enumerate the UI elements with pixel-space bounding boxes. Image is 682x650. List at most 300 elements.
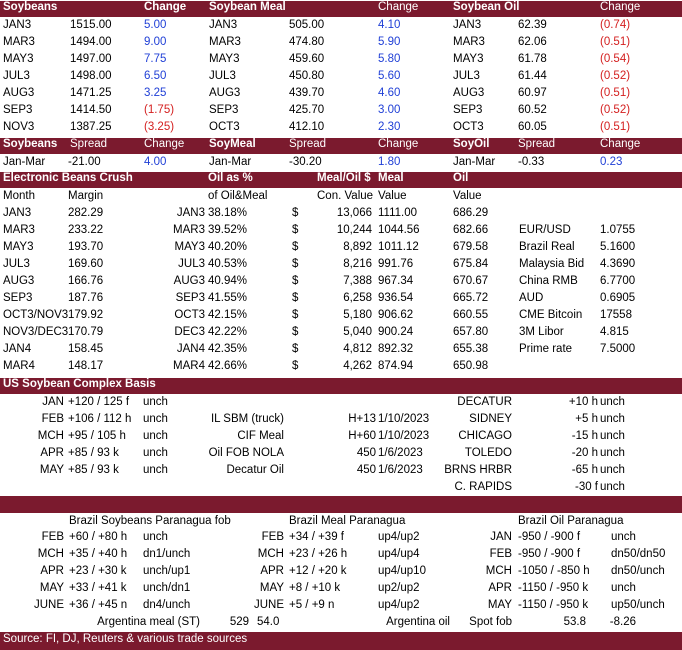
soyoil-month: JAN3 bbox=[453, 19, 482, 31]
crush-month-2: MAY3 bbox=[174, 241, 205, 253]
brazil-oil-value: -950 / -900 f bbox=[518, 531, 581, 543]
crush-month: NOV3/DEC3 bbox=[3, 326, 69, 338]
spread-soyoil-header: SoyOil bbox=[453, 138, 490, 150]
brazil-oil-value: -950 / -900 f bbox=[518, 548, 581, 560]
crush-conversion-value: 8,892 bbox=[343, 241, 372, 253]
basis-location-value: +5 h bbox=[575, 413, 598, 425]
argentina-spot-v1: 53.8 bbox=[563, 616, 586, 628]
crush-dollar-sign: $ bbox=[292, 241, 299, 253]
soymeal-header: Soybean Meal bbox=[209, 1, 286, 13]
brazil-row bbox=[0, 598, 682, 615]
spread-so-month: Jan-Mar bbox=[453, 156, 496, 168]
crush-oil-value: 665.72 bbox=[453, 292, 489, 304]
spread-header-bar bbox=[0, 138, 682, 154]
soyoil-price: 60.52 bbox=[518, 104, 547, 116]
basis-value: +85 / 93 k bbox=[68, 447, 119, 459]
fx-value: 4.815 bbox=[600, 326, 629, 338]
basis-row bbox=[0, 395, 682, 412]
soyoil-month: OCT3 bbox=[453, 121, 484, 133]
brazil-soy-value: +60 / +80 h bbox=[69, 531, 128, 543]
soybean-change: 6.50 bbox=[144, 70, 167, 82]
spread-sb-value: -21.00 bbox=[68, 156, 101, 168]
crush-row bbox=[0, 257, 682, 274]
brazil-meal-change: up2/up2 bbox=[378, 582, 420, 594]
crush-month-2: AUG3 bbox=[173, 275, 205, 287]
crush-meal-value: 1011.12 bbox=[378, 241, 419, 253]
brazil-meal-month: FEB bbox=[261, 531, 284, 543]
basis-change: unch bbox=[143, 396, 168, 408]
argentina-spot-v2: -8.26 bbox=[609, 616, 636, 628]
argentina-oil-label: Argentina oil bbox=[386, 616, 450, 628]
brazil-meal-change: up4/up2 bbox=[378, 599, 420, 611]
fx-label: 3M Libor bbox=[519, 326, 564, 338]
crush-conversion-value: 10,244 bbox=[336, 224, 372, 236]
basis-product-date: 1/10/2023 bbox=[378, 413, 430, 425]
soymeal-month: OCT3 bbox=[209, 121, 240, 133]
crush-conversion-value: 6,258 bbox=[343, 292, 372, 304]
fx-label: Malaysia Bid bbox=[519, 258, 585, 270]
basis-location-value: -15 h bbox=[571, 430, 598, 442]
spread-sm-month: Jan-Mar bbox=[209, 156, 252, 168]
crush-month: MAR4 bbox=[3, 360, 35, 372]
argentina-spot-label: Spot fob bbox=[469, 616, 512, 628]
brazil-soy-value: +33 / +41 k bbox=[69, 582, 127, 594]
crush-month: JAN3 bbox=[3, 207, 32, 219]
spread-soyoil-spread-header: Spread bbox=[518, 138, 556, 150]
basis-location: BRNS HRBR bbox=[444, 464, 512, 476]
fx-label: Brazil Real bbox=[519, 241, 575, 253]
soyoil-price: 60.97 bbox=[518, 87, 547, 99]
basis-location-change: unch bbox=[600, 481, 625, 493]
soyoil-change: (0.54) bbox=[600, 53, 631, 65]
crush-header-bar bbox=[0, 172, 682, 188]
soyoil-month: SEP3 bbox=[453, 104, 483, 116]
brazil-meal-change: up4/up4 bbox=[378, 548, 420, 560]
brazil-row bbox=[0, 564, 682, 581]
soymeal-price: 474.80 bbox=[289, 36, 325, 48]
fx-label: Prime rate bbox=[519, 343, 573, 355]
soymeal-price: 439.70 bbox=[289, 87, 325, 99]
brazil-oil-change: unch bbox=[611, 531, 636, 543]
crush-month-label: Month bbox=[3, 190, 35, 202]
soyoil-change: (0.51) bbox=[600, 87, 631, 99]
basis-value: +106 / 112 h bbox=[68, 413, 132, 425]
fx-label: EUR/USD bbox=[519, 224, 571, 236]
basis-row bbox=[0, 446, 682, 463]
soymeal-change: 4.60 bbox=[378, 87, 401, 99]
brazil-soy-value: +35 / +40 h bbox=[69, 548, 128, 560]
crush-row bbox=[0, 291, 682, 308]
soyoil-change: (0.52) bbox=[600, 70, 631, 82]
crush-oil-pct-header: Oil as % bbox=[208, 172, 253, 184]
basis-product: Oil FOB NOLA bbox=[208, 447, 284, 459]
soybean-change: (3.25) bbox=[144, 121, 175, 133]
soybean-month: AUG3 bbox=[3, 87, 35, 99]
crush-oil-pct: 41.55% bbox=[208, 292, 248, 304]
brazil-meal-change: up4/up2 bbox=[378, 531, 420, 543]
spread-soybeans-change-header: Change bbox=[144, 138, 185, 150]
soybean-price: 1414.50 bbox=[70, 104, 112, 116]
spread-soymeal-change-header: Change bbox=[378, 138, 419, 150]
crush-conversion-value: 7,388 bbox=[343, 275, 372, 287]
soymeal-change-header: Change bbox=[378, 1, 419, 13]
crush-meal-value: 1044.56 bbox=[378, 224, 420, 236]
spread-soyoil-change-header: Change bbox=[600, 138, 641, 150]
crush-row bbox=[0, 325, 682, 342]
soymeal-change: 4.10 bbox=[378, 19, 401, 31]
crush-dollar-sign: $ bbox=[292, 224, 299, 236]
soybean-price: 1497.00 bbox=[70, 53, 112, 65]
crush-oil-pct: 42.35% bbox=[208, 343, 248, 355]
crush-meal-value: 991.76 bbox=[378, 258, 414, 270]
crush-oil-pct: 42.22% bbox=[208, 326, 248, 338]
basis-location-change: unch bbox=[600, 413, 625, 425]
basis-month: MCH bbox=[37, 430, 64, 442]
crush-dollar-sign: $ bbox=[292, 207, 299, 219]
spread-soymeal-header: SoyMeal bbox=[209, 138, 256, 150]
basis-month: APR bbox=[40, 447, 64, 459]
soyoil-change: (0.51) bbox=[600, 121, 631, 133]
fx-value: 5.1600 bbox=[600, 241, 636, 253]
basis-month: MAY bbox=[39, 464, 64, 476]
basis-product: Decatur Oil bbox=[226, 464, 284, 476]
crush-month: OCT3/NOV3 bbox=[3, 309, 69, 321]
soymeal-change: 5.80 bbox=[378, 53, 401, 65]
source-text: Source: FI, DJ, Reuters & various trade sources bbox=[3, 633, 248, 645]
futures-row bbox=[0, 52, 682, 69]
soybean-price: 1494.00 bbox=[70, 36, 112, 48]
basis-value: +120 / 125 f bbox=[68, 396, 130, 408]
soyoil-price: 62.06 bbox=[518, 36, 547, 48]
crush-dollar-sign: $ bbox=[292, 360, 299, 372]
crush-conversion-value: 4,812 bbox=[343, 343, 372, 355]
soyoil-price: 61.44 bbox=[518, 70, 547, 82]
brazil-oil-value: -1050 / -850 h bbox=[518, 565, 590, 577]
brazil-oil-value: -1150 / -950 k bbox=[518, 582, 589, 594]
crush-oil-pct: 40.53% bbox=[208, 258, 248, 270]
soybeans-header: Soybeans bbox=[3, 1, 58, 13]
crush-margin: 233.22 bbox=[68, 224, 104, 236]
separator-bar bbox=[0, 496, 682, 513]
spread-soybeans-header: Soybeans bbox=[3, 138, 58, 150]
crush-month-2: JAN4 bbox=[176, 343, 205, 355]
soymeal-price: 450.80 bbox=[289, 70, 325, 82]
brazil-row bbox=[0, 530, 682, 547]
crush-dollar-sign: $ bbox=[292, 343, 299, 355]
basis-value: +95 / 105 h bbox=[68, 430, 126, 442]
brazil-oil-month: MAY bbox=[487, 599, 512, 611]
basis-month: JAN bbox=[42, 396, 64, 408]
basis-product: IL SBM (truck) bbox=[210, 413, 284, 425]
crush-title: Electronic Beans Crush bbox=[3, 172, 133, 184]
crush-subheader bbox=[0, 189, 682, 206]
brazil-soy-change: dn4/unch bbox=[143, 599, 191, 611]
soymeal-month: AUG3 bbox=[209, 87, 241, 99]
crush-conversion-value: 8,216 bbox=[343, 258, 372, 270]
basis-location: TOLEDO bbox=[464, 447, 512, 459]
basis-location-value: +10 h bbox=[568, 396, 598, 408]
crush-meal-value: 1111.00 bbox=[378, 207, 418, 219]
brazil-oil-value: -1150 / -950 k bbox=[518, 599, 589, 611]
basis-header-bar bbox=[0, 378, 682, 394]
crush-conv-label: Con. Value bbox=[317, 190, 374, 202]
soyoil-month: AUG3 bbox=[453, 87, 485, 99]
crush-month-2: OCT3 bbox=[174, 309, 205, 321]
basis-location: CHICAGO bbox=[458, 430, 512, 442]
crush-month-2: JUL3 bbox=[178, 258, 205, 270]
basis-location-value: -30 f bbox=[574, 481, 598, 493]
crush-conversion-value: 5,180 bbox=[343, 309, 372, 321]
spread-so-change: 0.23 bbox=[600, 156, 623, 168]
brazil-soy-title: Brazil Soybeans Paranagua fob bbox=[69, 515, 231, 527]
spread-sm-change: 1.80 bbox=[378, 156, 401, 168]
crush-row bbox=[0, 359, 682, 376]
futures-header-bar bbox=[0, 1, 682, 17]
crush-margin: 158.45 bbox=[68, 343, 104, 355]
basis-row bbox=[0, 429, 682, 446]
basis-product-date: 1/6/2023 bbox=[378, 464, 423, 476]
crush-oil-value: 655.38 bbox=[453, 343, 489, 355]
basis-change: unch bbox=[143, 413, 168, 425]
soyoil-header: Soybean Oil bbox=[453, 1, 520, 13]
crush-oilmeal-label: of Oil&Meal bbox=[208, 190, 268, 202]
fx-value: 4.3690 bbox=[600, 258, 636, 270]
crush-oil-value: 682.66 bbox=[453, 224, 489, 236]
soybean-month: MAY3 bbox=[3, 53, 34, 65]
crush-month: SEP3 bbox=[3, 292, 33, 304]
basis-row bbox=[0, 412, 682, 429]
soybean-change: 5.00 bbox=[144, 19, 167, 31]
crush-meal-value: 906.62 bbox=[378, 309, 414, 321]
soybean-price: 1515.00 bbox=[70, 19, 112, 31]
crush-margin: 282.29 bbox=[68, 207, 104, 219]
soyoil-change: (0.52) bbox=[600, 104, 631, 116]
spread-sb-month: Jan-Mar bbox=[3, 156, 46, 168]
crush-conversion-value: 5,040 bbox=[343, 326, 372, 338]
fx-label: AUD bbox=[519, 292, 544, 304]
crush-oil-value: 657.80 bbox=[453, 326, 489, 338]
soybean-month: JAN3 bbox=[3, 19, 32, 31]
brazil-oil-change: dn50/unch bbox=[611, 565, 665, 577]
soyoil-price: 60.05 bbox=[518, 121, 547, 133]
basis-location: DECATUR bbox=[457, 396, 512, 408]
soymeal-month: SEP3 bbox=[209, 104, 239, 116]
basis-location-change: unch bbox=[600, 464, 625, 476]
soymeal-price: 412.10 bbox=[289, 121, 325, 133]
soyoil-month: JUL3 bbox=[453, 70, 480, 82]
futures-row bbox=[0, 18, 682, 35]
basis-change: unch bbox=[143, 464, 168, 476]
basis-product: CIF Meal bbox=[237, 430, 284, 442]
brazil-meal-month: JUNE bbox=[253, 599, 284, 611]
crush-month-2: SEP3 bbox=[175, 292, 205, 304]
crush-margin: 169.60 bbox=[68, 258, 104, 270]
basis-location-change: unch bbox=[600, 396, 625, 408]
basis-product-value: H+13 bbox=[348, 413, 376, 425]
crush-row bbox=[0, 342, 682, 359]
brazil-meal-month: MAY bbox=[259, 582, 284, 594]
basis-product-date: 1/10/2023 bbox=[378, 430, 430, 442]
soymeal-price: 505.00 bbox=[289, 19, 325, 31]
basis-row bbox=[0, 480, 682, 497]
basis-location-change: unch bbox=[600, 430, 625, 442]
crush-row bbox=[0, 274, 682, 291]
crush-oil-pct: 40.20% bbox=[208, 241, 248, 253]
crush-meal-value: 892.32 bbox=[378, 343, 414, 355]
brazil-soy-value: +23 / +30 k bbox=[69, 565, 127, 577]
crush-oil-pct: 39.52% bbox=[208, 224, 248, 236]
soybeans-change-header: Change bbox=[144, 1, 187, 13]
soybean-price: 1498.00 bbox=[70, 70, 112, 82]
futures-row bbox=[0, 86, 682, 103]
crush-month-2: MAR4 bbox=[173, 360, 205, 372]
basis-product-date: 1/6/2023 bbox=[378, 447, 423, 459]
brazil-meal-value: +8 / +10 k bbox=[289, 582, 341, 594]
basis-location: C. RAPIDS bbox=[454, 481, 512, 493]
crush-oil-value: 686.29 bbox=[453, 207, 489, 219]
fx-value: 7.5000 bbox=[600, 343, 636, 355]
fx-value: 17558 bbox=[600, 309, 632, 321]
crush-meal-value: 967.34 bbox=[378, 275, 414, 287]
crush-month: MAY3 bbox=[3, 241, 34, 253]
crush-margin: 179.92 bbox=[68, 309, 104, 321]
basis-title: US Soybean Complex Basis bbox=[3, 378, 156, 390]
brazil-soy-month: APR bbox=[40, 565, 64, 577]
brazil-soy-month: MAY bbox=[39, 582, 64, 594]
crush-margin: 166.76 bbox=[68, 275, 104, 287]
soyoil-month: MAR3 bbox=[453, 36, 485, 48]
crush-dollar-sign: $ bbox=[292, 309, 299, 321]
brazil-meal-value: +12 / +20 k bbox=[289, 565, 347, 577]
brazil-meal-month: APR bbox=[260, 565, 284, 577]
crush-month: JAN4 bbox=[3, 343, 32, 355]
spread-soybeans-spread-header: Spread bbox=[70, 138, 108, 150]
brazil-soy-change: dn1/unch bbox=[143, 548, 191, 560]
crush-margin: 170.79 bbox=[68, 326, 104, 338]
brazil-oil-change: dn50/dn50 bbox=[611, 548, 666, 560]
brazil-meal-value: +5 / +9 n bbox=[289, 599, 335, 611]
brazil-soy-change: unch/dn1 bbox=[143, 582, 191, 594]
soymeal-month: MAY3 bbox=[209, 53, 240, 65]
crush-dollar-sign: $ bbox=[292, 275, 299, 287]
brazil-oil-change: unch bbox=[611, 582, 636, 594]
crush-oil-pct: 42.66% bbox=[208, 360, 248, 372]
soymeal-price: 425.70 bbox=[289, 104, 325, 116]
soybean-price: 1387.25 bbox=[70, 121, 112, 133]
crush-row bbox=[0, 223, 682, 240]
crush-conversion-value: 4,262 bbox=[343, 360, 372, 372]
crush-conversion-value: 13,066 bbox=[336, 207, 372, 219]
fx-label: CME Bitcoin bbox=[519, 309, 583, 321]
argentina-meal-v2: 54.0 bbox=[257, 616, 280, 628]
crush-row bbox=[0, 308, 682, 325]
crush-meal-oil-header: Meal/Oil $ bbox=[317, 172, 371, 184]
crush-oil-pct: 42.15% bbox=[208, 309, 248, 321]
crush-oil-value: 675.84 bbox=[453, 258, 489, 270]
basis-row bbox=[0, 463, 682, 480]
crush-dollar-sign: $ bbox=[292, 258, 299, 270]
fx-label: China RMB bbox=[519, 275, 578, 287]
soybean-change: 7.75 bbox=[144, 53, 167, 65]
crush-month: MAR3 bbox=[3, 224, 35, 236]
soymeal-price: 459.60 bbox=[289, 53, 325, 65]
brazil-oil-month: MCH bbox=[485, 565, 512, 577]
crush-month: JUL3 bbox=[3, 258, 30, 270]
futures-row bbox=[0, 103, 682, 120]
futures-row bbox=[0, 69, 682, 86]
crush-month-2: MAR3 bbox=[173, 224, 205, 236]
soyoil-change: (0.51) bbox=[600, 36, 631, 48]
crush-month-2: JAN3 bbox=[176, 207, 205, 219]
basis-product-value: 450 bbox=[356, 464, 376, 476]
basis-product-value: 450 bbox=[356, 447, 376, 459]
soymeal-change: 3.00 bbox=[378, 104, 401, 116]
crush-oil-value: 679.58 bbox=[453, 241, 489, 253]
brazil-soy-month: MCH bbox=[37, 548, 64, 560]
argentina-meal-label: Argentina meal (ST) bbox=[97, 616, 200, 628]
spread-sb-change: 4.00 bbox=[144, 156, 167, 168]
brazil-soy-value: +36 / +45 n bbox=[69, 599, 128, 611]
crush-meal-value: 900.24 bbox=[378, 326, 414, 338]
crush-oil-value: 650.98 bbox=[453, 360, 489, 372]
brazil-oil-month: APR bbox=[488, 582, 512, 594]
crush-meal-value: 874.94 bbox=[378, 360, 414, 372]
soyoil-month: MAY3 bbox=[453, 53, 484, 65]
soymeal-month: JAN3 bbox=[209, 19, 238, 31]
brazil-meal-value: +23 / +26 h bbox=[289, 548, 348, 560]
crush-row bbox=[0, 240, 682, 257]
soymeal-month: JUL3 bbox=[209, 70, 236, 82]
crush-margin: 193.70 bbox=[68, 241, 104, 253]
crush-oil-header: Oil bbox=[453, 172, 469, 184]
basis-product-value: H+60 bbox=[348, 430, 376, 442]
basis-location-value: -20 h bbox=[571, 447, 598, 459]
crush-meal-header: Meal bbox=[378, 172, 404, 184]
soymeal-month: MAR3 bbox=[209, 36, 241, 48]
basis-value: +85 / 93 k bbox=[68, 464, 119, 476]
crush-margin-label: Margin bbox=[68, 190, 104, 202]
basis-change: unch bbox=[143, 447, 168, 459]
basis-location: SIDNEY bbox=[469, 413, 512, 425]
brazil-meal-month: MCH bbox=[257, 548, 284, 560]
soymeal-change: 5.90 bbox=[378, 36, 401, 48]
basis-month: FEB bbox=[41, 413, 64, 425]
spread-sm-value: -30.20 bbox=[289, 156, 322, 168]
crush-month-2: DEC3 bbox=[174, 326, 205, 338]
fx-value: 0.6905 bbox=[600, 292, 636, 304]
crush-value1-label: Value bbox=[378, 190, 407, 202]
futures-row bbox=[0, 120, 682, 137]
crush-margin: 148.17 bbox=[68, 360, 104, 372]
brazil-soy-month: JUNE bbox=[33, 599, 64, 611]
soymeal-change: 5.60 bbox=[378, 70, 401, 82]
crush-dollar-sign: $ bbox=[292, 326, 299, 338]
brazil-soy-change: unch/up1 bbox=[143, 565, 191, 577]
brazil-oil-month: JAN bbox=[490, 531, 512, 543]
fx-value: 1.0755 bbox=[600, 224, 636, 236]
soybean-month: NOV3 bbox=[3, 121, 35, 133]
brazil-meal-value: +34 / +39 f bbox=[289, 531, 344, 543]
spread-row bbox=[0, 155, 682, 172]
soybean-change: 9.00 bbox=[144, 36, 167, 48]
soyoil-change-header: Change bbox=[600, 1, 641, 13]
soybean-month: SEP3 bbox=[3, 104, 33, 116]
brazil-titles bbox=[0, 514, 682, 531]
brazil-soy-month: FEB bbox=[41, 531, 64, 543]
brazil-meal-change: up4/up10 bbox=[378, 565, 426, 577]
crush-oil-value: 670.67 bbox=[453, 275, 489, 287]
crush-value2-label: Value bbox=[453, 190, 482, 202]
